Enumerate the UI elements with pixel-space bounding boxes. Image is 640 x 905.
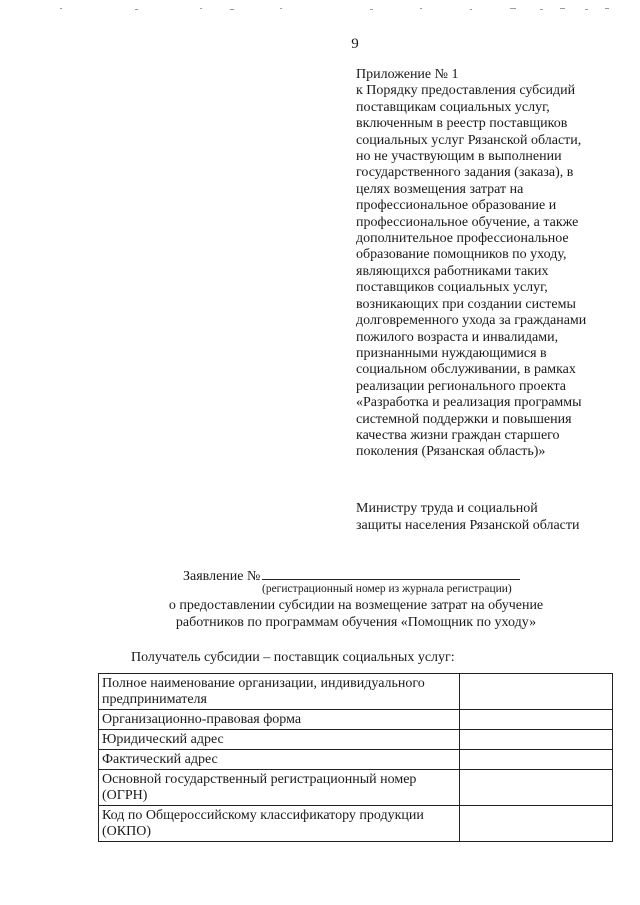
row-label: Полное наименование организации, индивидуального предпринимателя [99, 674, 460, 710]
statement-purpose [0, 598, 640, 631]
appendix-line: пожилого возраста и инвалидами, [356, 329, 559, 345]
table-row [99, 806, 613, 842]
appendix-block [356, 67, 626, 461]
appendix-line: образование помощников по уходу, [356, 247, 567, 263]
table-row [99, 674, 613, 710]
row-label: Организационно-правовая форма [99, 710, 460, 730]
appendix-line: профессиональное обучение, а также [356, 214, 579, 230]
row-label: Фактический адрес [99, 750, 460, 770]
appendix-line: «Разработка и реализация программы [356, 395, 582, 411]
appendix-line: поколения (Рязанская область)» [356, 444, 546, 460]
appendix-line: признанными нуждающимися в [356, 345, 547, 361]
recipient-info-table [98, 673, 613, 842]
table-row [99, 710, 613, 730]
row-label: Код по Общероссийскому классификатору продукции (ОКПО) [99, 806, 460, 842]
row-value-cell[interactable] [460, 770, 613, 806]
row-value-cell[interactable] [460, 674, 613, 710]
appendix-line: качества жизни граждан старшего [356, 427, 560, 443]
scan-artifact-dots [40, 6, 620, 12]
row-value-cell[interactable] [460, 710, 613, 730]
appendix-line: системной поддержки и повышения [356, 411, 572, 427]
appendix-line: целях возмещения затрат на [356, 181, 524, 197]
appendix-line: профессиональное образование и [356, 198, 557, 214]
appendix-line: долговременного ухода за гражданами [356, 313, 587, 329]
appendix-line: поставщиков социальных услуг, [356, 280, 548, 296]
row-value-cell[interactable] [460, 806, 613, 842]
addressee-block [356, 501, 626, 534]
appendix-line: являющихся работниками таких [356, 263, 549, 279]
row-value-cell[interactable] [460, 730, 613, 750]
registration-number-field[interactable] [262, 566, 520, 580]
purpose-line: работников по программам обучения «Помощник по уходу» [175, 614, 537, 630]
appendix-line: реализации регионального проекта [356, 378, 566, 394]
table-row [99, 730, 613, 750]
appendix-line: поставщикам социальных услуг, [356, 99, 550, 115]
statement-title-text: Заявление № [183, 569, 261, 584]
row-value-cell[interactable] [460, 750, 613, 770]
addressee-line: Министру труда и социальной [356, 501, 538, 516]
appendix-line: социальных услуг Рязанской области, [356, 132, 582, 148]
table-row [99, 770, 613, 806]
appendix-line: возникающих при создании системы [356, 296, 576, 312]
page-number: 9 [351, 36, 359, 52]
appendix-line: к Порядку предоставления субсидий [356, 83, 576, 99]
appendix-line: государственного задания (заказа), в [356, 165, 574, 181]
appendix-line: но не участвующим в выполнении [356, 149, 562, 165]
row-label: Юридический адрес [99, 730, 460, 750]
appendix-line: Приложение № 1 [356, 67, 459, 82]
purpose-line: о предоставлении субсидии на возмещение затрат на обучение [168, 598, 544, 613]
table-row [99, 750, 613, 770]
addressee-line: защиты населения Рязанской области [356, 517, 580, 533]
appendix-line: включенным в реестр поставщиков [356, 116, 568, 132]
row-label: Основной государственный регистрационный номер (ОГРН) [99, 770, 460, 806]
appendix-line: социальном обслуживании, в рамках [356, 362, 576, 378]
recipient-label: Получатель субсидии – поставщик социальных услуг: [131, 650, 455, 665]
appendix-line: дополнительное профессиональное [356, 231, 569, 247]
registration-number-hint: (регистрационный номер из журнала регистрации) [262, 583, 512, 595]
